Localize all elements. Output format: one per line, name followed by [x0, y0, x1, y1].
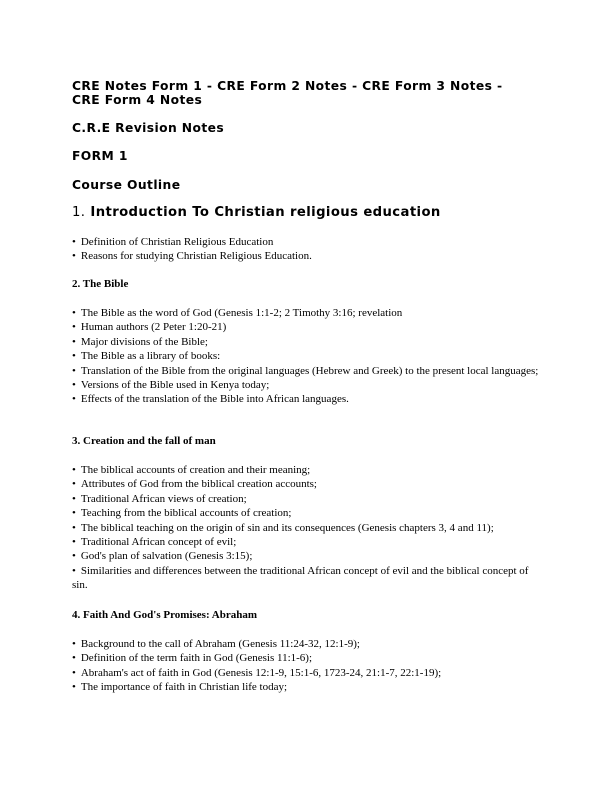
list-item: • Teaching from the biblical accounts of creation;	[72, 506, 540, 520]
list-item: • Reasons for studying Christian Religious Education.	[72, 249, 540, 263]
section-2-heading: 2. The Bible	[72, 278, 129, 290]
document-title	[72, 79, 540, 107]
section-1-title: Introduction To Christian religious education	[90, 205, 441, 220]
list-item: • Traditional African concept of evil;	[72, 535, 540, 549]
list-item: • Abraham's act of faith in God (Genesis 12:1-9, 15:1-6, 1723-24, 21:1-7, 22:1-19);	[72, 666, 540, 680]
list-item: • Effects of the translation of the Bible into African languages.	[72, 392, 540, 406]
document-title-line1: CRE Notes Form 1 - CRE Form 2 Notes - CRE Form 3 Notes -	[72, 79, 503, 93]
section-3-list	[72, 463, 540, 593]
section-3-heading: 3. Creation and the fall of man	[72, 435, 216, 447]
section-1-number: 1.	[72, 205, 86, 220]
list-item: • God's plan of salvation (Genesis 3:15);	[72, 549, 540, 563]
form-heading: FORM 1	[72, 149, 128, 163]
section-4-list	[72, 637, 540, 695]
list-item: • The Bible as the word of God (Genesis 1:1-2; 2 Timothy 3:16; revelation	[72, 306, 540, 320]
list-item: • Human authors (2 Peter 1:20-21)	[72, 320, 540, 334]
list-item: • The biblical accounts of creation and their meaning;	[72, 463, 540, 477]
list-item: • Definition of the term faith in God (Genesis 11:1-6);	[72, 651, 540, 665]
section-1-heading	[72, 205, 540, 220]
list-item: • The biblical teaching on the origin of sin and its consequences (Genesis chapters 3, 4 and 11);	[72, 521, 540, 535]
list-item: • Background to the call of Abraham (Genesis 11:24-32, 12:1-9);	[72, 637, 540, 651]
section-1-list	[72, 235, 540, 264]
list-item: • Versions of the Bible used in Kenya today;	[72, 378, 540, 392]
document-title-line2: CRE Form 4 Notes	[72, 93, 203, 107]
section-4-heading: 4. Faith And God's Promises: Abraham	[72, 609, 257, 621]
list-item: • The Bible as a library of books:	[72, 349, 540, 363]
list-item: • Translation of the Bible from the original languages (Hebrew and Greek) to the present local languages;	[72, 364, 540, 378]
list-item: • Definition of Christian Religious Education	[72, 235, 540, 249]
revision-notes-heading: C.R.E Revision Notes	[72, 121, 225, 135]
list-item: • Attributes of God from the biblical creation accounts;	[72, 477, 540, 491]
list-item: • Traditional African views of creation;	[72, 492, 540, 506]
course-outline-heading: Course Outline	[72, 178, 181, 192]
section-2-list	[72, 306, 540, 407]
list-item: • Major divisions of the Bible;	[72, 335, 540, 349]
list-item: • Similarities and differences between the traditional African concept of evil and the biblical concept of sin.	[72, 564, 540, 593]
list-item: • The importance of faith in Christian life today;	[72, 680, 540, 694]
